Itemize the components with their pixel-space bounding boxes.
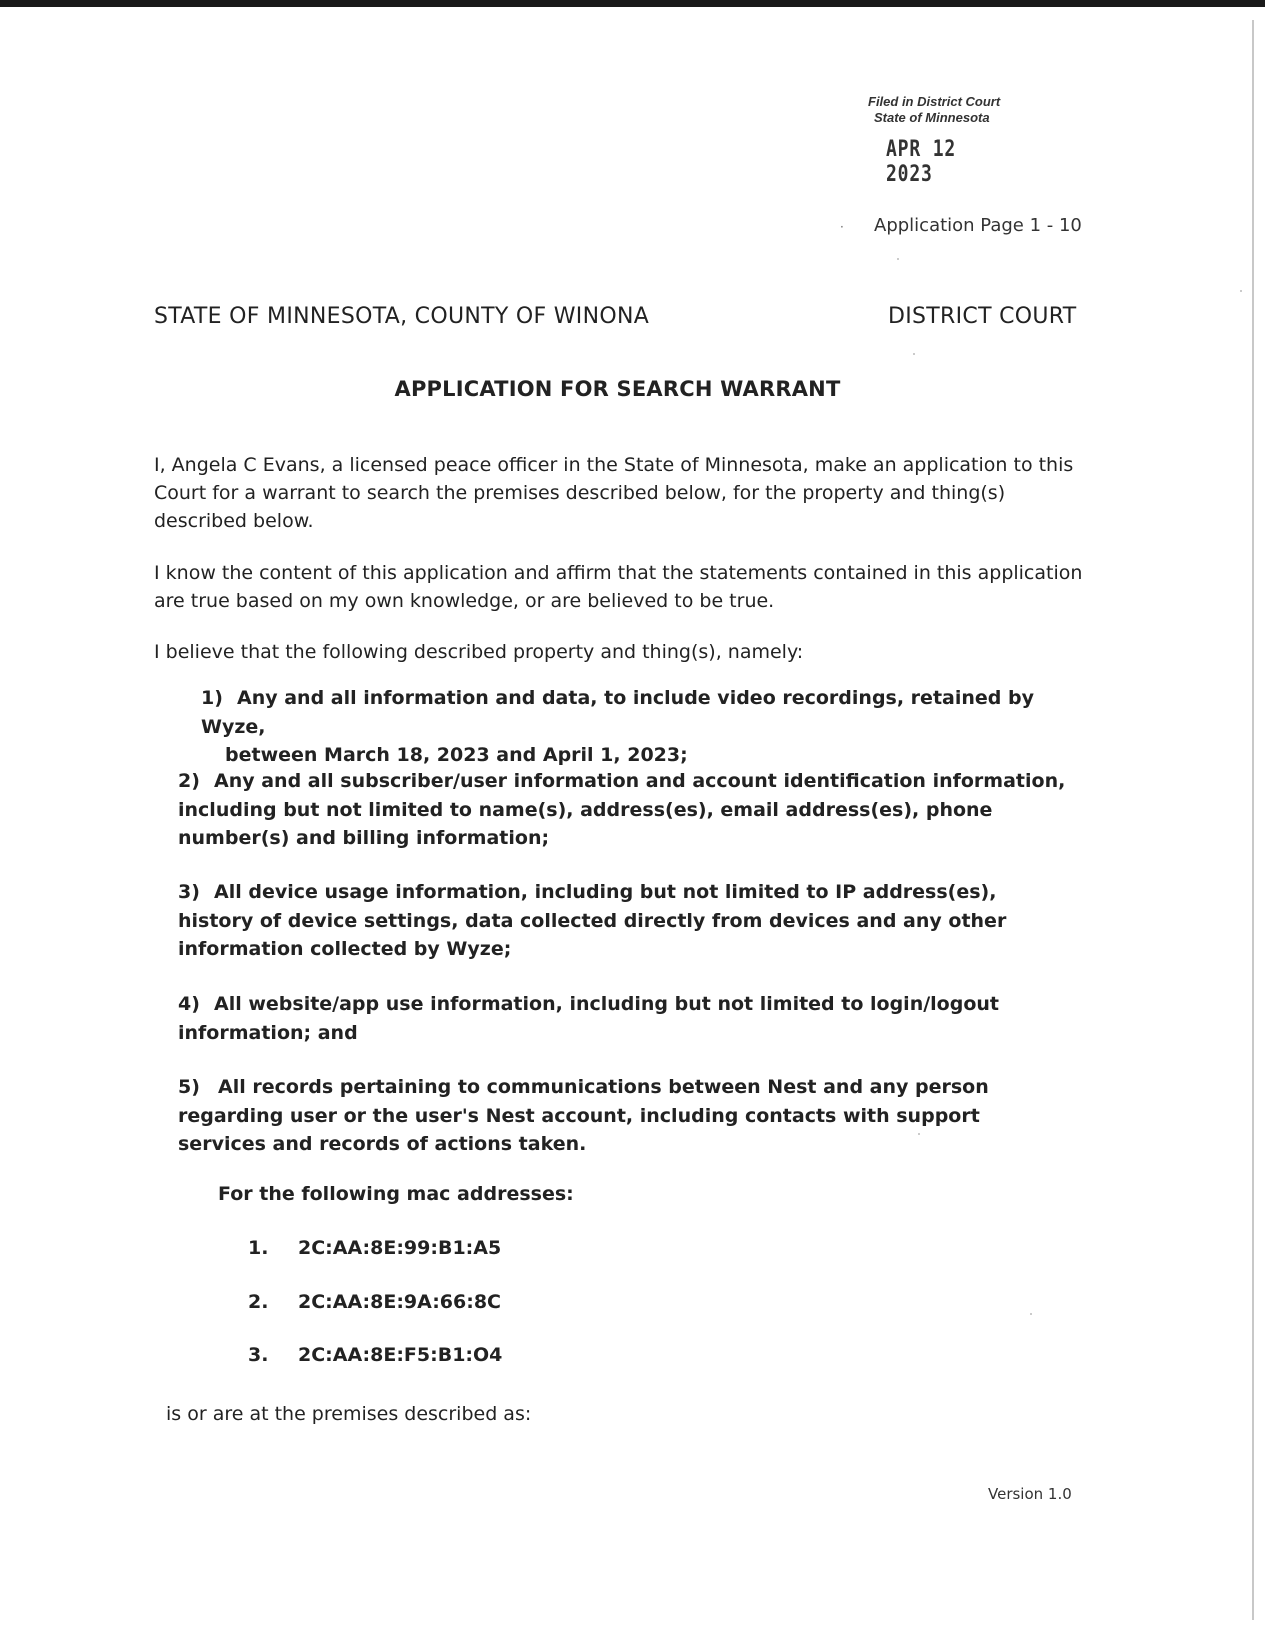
affiant-paragraph: I, Angela C Evans, a licensed peace officer in the State of Minnesota, make an application to this Court for a warrant to search the premises described below, for the property and thing(s) described below. [154,454,1074,532]
property-item-text: All website/app use information, including but not limited to login/logout information; and [178,993,999,1044]
property-intro-paragraph: I believe that the following described property and thing(s), namely: [154,641,804,663]
property-item-text: All records pertaining to communications between Nest and any person regarding user or the user's Nest account, including contacts with support services and records of actions taken. [178,1076,989,1155]
property-item-text: All device usage information, including but not limited to IP address(es), history of device settings, data collected directly from devices and any other information collected by Wyze; [178,881,1007,960]
stamp-line-1: Filed in District Court [868,94,1001,109]
mac-address-number: 1. [248,1237,269,1259]
court-caption-venue: STATE OF MINNESOTA, COUNTY OF WINONA [154,304,650,329]
mac-address-number: 2. [248,1291,269,1313]
scan-border-top [0,0,1265,7]
mac-address-value: 2C:AA:8E:F5:B1:O4 [298,1344,503,1366]
property-item-number: 5) [178,1076,200,1098]
property-item-3 [178,878,1078,964]
scan-border-right [1252,20,1254,1620]
premises-intro: is or are at the premises described as: [166,1403,532,1425]
mac-address-number: 3. [248,1344,269,1366]
scan-speck [913,353,915,355]
affirmation-paragraph: I know the content of this application and affirm that the statements contained in this application are true based on my own knowledge, or are believed to be true. [154,562,1083,612]
property-item-number: 4) [178,993,200,1015]
property-item-4 [178,990,1078,1047]
mac-addresses-intro: For the following mac addresses: [218,1183,574,1205]
scan-speck [1030,1313,1032,1315]
mac-address-item [248,1237,501,1259]
property-item-text: Any and all subscriber/user information and account identification information, including but not limited to name(s), address(es), email address(es), phone number(s) and billing information; [178,770,1066,849]
property-item-text: Any and all information and data, to include video recordings, retained by Wyze, [201,687,1034,738]
property-item-1 [201,684,1101,770]
property-item-5 [178,1073,1058,1159]
court-filing-stamp [862,94,1032,187]
stamp-line-2: State of Minnesota [874,110,990,125]
document-version: Version 1.0 [988,1485,1072,1503]
application-page-number: Application Page 1 - 10 [874,215,1082,236]
mac-address-item [248,1291,501,1313]
scan-speck [897,258,899,260]
mac-address-value: 2C:AA:8E:9A:66:8C [298,1291,501,1313]
property-item-2 [178,767,1078,853]
property-item-number: 3) [178,881,200,903]
document-title: APPLICATION FOR SEARCH WARRANT [394,377,841,401]
scan-speck [1240,290,1242,292]
court-caption-court: DISTRICT COURT [888,304,1077,329]
scan-dot: · [840,220,844,234]
stamp-date: APR 12 2023 [886,137,957,187]
property-item-text-continued: between March 18, 2023 and April 1, 2023; [225,744,688,766]
mac-address-item [248,1344,502,1366]
property-item-number: 1) [201,687,223,709]
mac-address-value: 2C:AA:8E:99:B1:A5 [298,1237,502,1259]
property-item-number: 2) [178,770,200,792]
